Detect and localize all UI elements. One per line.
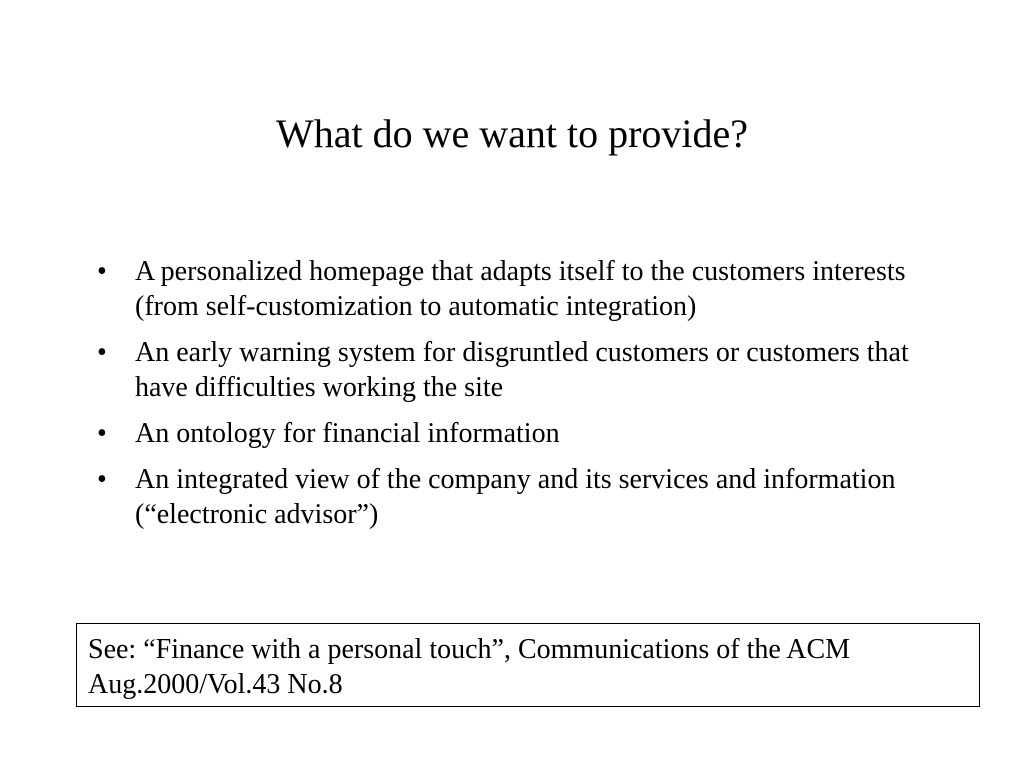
bullet-marker: • [97, 464, 107, 495]
bullet-item-integrated-view [97, 462, 967, 532]
reference-box [76, 623, 980, 707]
bullet-item-early-warning [97, 335, 967, 405]
slide-title: What do we want to provide? [275, 111, 749, 156]
bullet-text: An ontology for financial information [135, 418, 560, 449]
bullet-text: An integrated view of the company and its services and information (“electronic advisor”) [135, 464, 896, 530]
bullet-item-homepage [97, 254, 967, 324]
bullet-list [97, 254, 967, 543]
bullet-text: An early warning system for disgruntled customers or customers that have difficulties working the site [135, 337, 909, 403]
reference-text: See: “Finance with a personal touch”, Communications of the ACM Aug.2000/Vol.43 No.8 [88, 634, 851, 700]
bullet-marker: • [97, 418, 107, 449]
bullet-marker: • [97, 256, 107, 287]
bullet-marker: • [97, 337, 107, 368]
bullet-item-ontology [97, 416, 967, 451]
bullet-text: A personalized homepage that adapts itself to the customers interests (from self-customization to automatic integration) [135, 256, 906, 322]
